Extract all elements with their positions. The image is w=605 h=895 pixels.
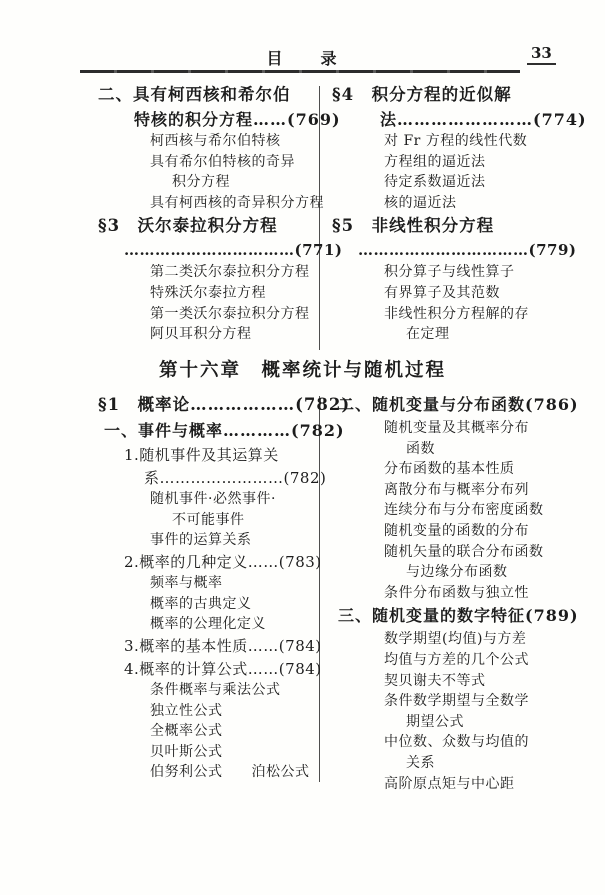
header-rule: [80, 70, 520, 73]
toc-entry: §5 非线性积分方程: [332, 216, 495, 236]
page-number: 33: [527, 44, 556, 65]
toc-entry: 条件概率与乘法公式: [150, 682, 281, 699]
toc-entry: ……………………………(771): [124, 241, 343, 260]
toc-entry: 法……………………(774): [380, 110, 587, 129]
toc-entry: 柯西核与希尔伯特核: [150, 133, 281, 149]
toc-entry: 随机变量的函数的分布: [384, 522, 529, 539]
toc-entry: 具有希尔伯特核的奇异: [150, 153, 295, 170]
toc-entry: 系……………………(782): [144, 468, 327, 487]
toc-entry: 条件数学期望与全数学: [384, 693, 529, 710]
toc-entry: 期望公式: [406, 713, 464, 730]
toc-entry: 贝叶斯公式: [150, 743, 223, 760]
toc-entry: 频率与概率: [150, 575, 223, 592]
toc-entry: 第二类沃尔泰拉积分方程: [150, 264, 310, 281]
toc-column-lower-right: [330, 392, 579, 794]
toc-entry: 二、具有柯西核和希尔伯: [98, 85, 291, 104]
toc-column-upper-right: [330, 82, 587, 345]
toc-entry: 契贝谢夫不等式: [384, 672, 486, 689]
toc-entry: 积分算子与线性算子: [384, 264, 515, 281]
toc-entry: 4.概率的计算公式……(784): [124, 659, 322, 678]
toc-entry: 特殊沃尔泰拉方程: [150, 284, 266, 301]
page-header-title: 目 录: [266, 49, 339, 68]
toc-entry: 不可能事件: [172, 511, 245, 528]
toc-entry: §1 概率论………………(782): [98, 395, 351, 414]
toc-entry: 核的逼近法: [384, 194, 457, 211]
toc-entry: 中位数、众数与均值的: [384, 734, 529, 751]
toc-entry: 在定理: [406, 326, 450, 343]
toc-entry: 关系: [406, 754, 435, 771]
toc-entry: 条件分布函数与独立性: [384, 584, 529, 601]
toc-entry: 高阶原点矩与中心距: [384, 775, 515, 792]
toc-entry: 具有柯西核的奇异积分方程: [150, 194, 324, 211]
toc-entry: 有界算子及其范数: [384, 284, 500, 301]
toc-column-upper-left: [96, 82, 343, 345]
toc-entry: 对 Fr 方程的线性代数: [384, 133, 528, 149]
toc-entry: 3.概率的基本性质……(784): [124, 637, 322, 656]
toc-entry: 概率的古典定义: [150, 595, 252, 612]
toc-entry: 离散分布与概率分布列: [384, 481, 529, 498]
toc-entry: 与边缘分布函数: [406, 564, 508, 581]
toc-entry: 随机变量及其概率分布: [384, 420, 529, 436]
toc-entry: 积分方程: [172, 174, 230, 191]
toc-entry: 全概率公式: [150, 723, 223, 740]
toc-entry: 方程组的逼近法: [384, 153, 486, 170]
toc-entry: 阿贝耳积分方程: [150, 326, 252, 343]
toc-entry: 均值与方差的几个公式: [384, 651, 529, 668]
toc-entry: 函数: [406, 440, 435, 457]
toc-entry: §4 积分方程的近似解: [332, 85, 512, 104]
toc-entry: 三、随机变量的数字特征(789): [338, 606, 579, 626]
column-divider-bottom: [319, 396, 320, 782]
toc-entry: ……………………………(779): [358, 241, 577, 260]
toc-entry: 第一类沃尔泰拉积分方程: [150, 305, 310, 322]
toc-entry: 一、事件与概率…………(782): [104, 421, 345, 440]
toc-entry: 连续分布与分布密度函数: [384, 502, 544, 519]
toc-entry: 分布函数的基本性质: [384, 461, 515, 478]
toc-entry: 随机事件·必然事件·: [150, 491, 276, 507]
toc-entry: 数学期望(均值)与方差: [384, 631, 527, 648]
toc-entry: 2.概率的几种定义……(783): [124, 552, 322, 571]
toc-entry: 待定系数逼近法: [384, 174, 486, 191]
toc-entry: 特核的积分方程……(769): [134, 110, 341, 129]
chapter-heading: 第十六章 概率统计与随机过程: [158, 360, 446, 381]
toc-entry: 独立性公式: [150, 702, 223, 719]
toc-entry: 1.随机事件及其运算关: [124, 446, 279, 464]
toc-column-lower-left: [96, 392, 351, 783]
toc-entry: 概率的公理化定义: [150, 616, 266, 633]
toc-entry: 非线性积分方程解的存: [384, 305, 529, 322]
toc-entry: 伯努利公式 泊松公式: [150, 764, 310, 781]
toc-entry: 事件的运算关系: [150, 532, 252, 549]
toc-entry: §3 沃尔泰拉积分方程: [98, 216, 278, 236]
toc-entry: 随机矢量的联合分布函数: [384, 543, 544, 560]
toc-entry: 二、随机变量与分布函数(786): [338, 395, 579, 414]
